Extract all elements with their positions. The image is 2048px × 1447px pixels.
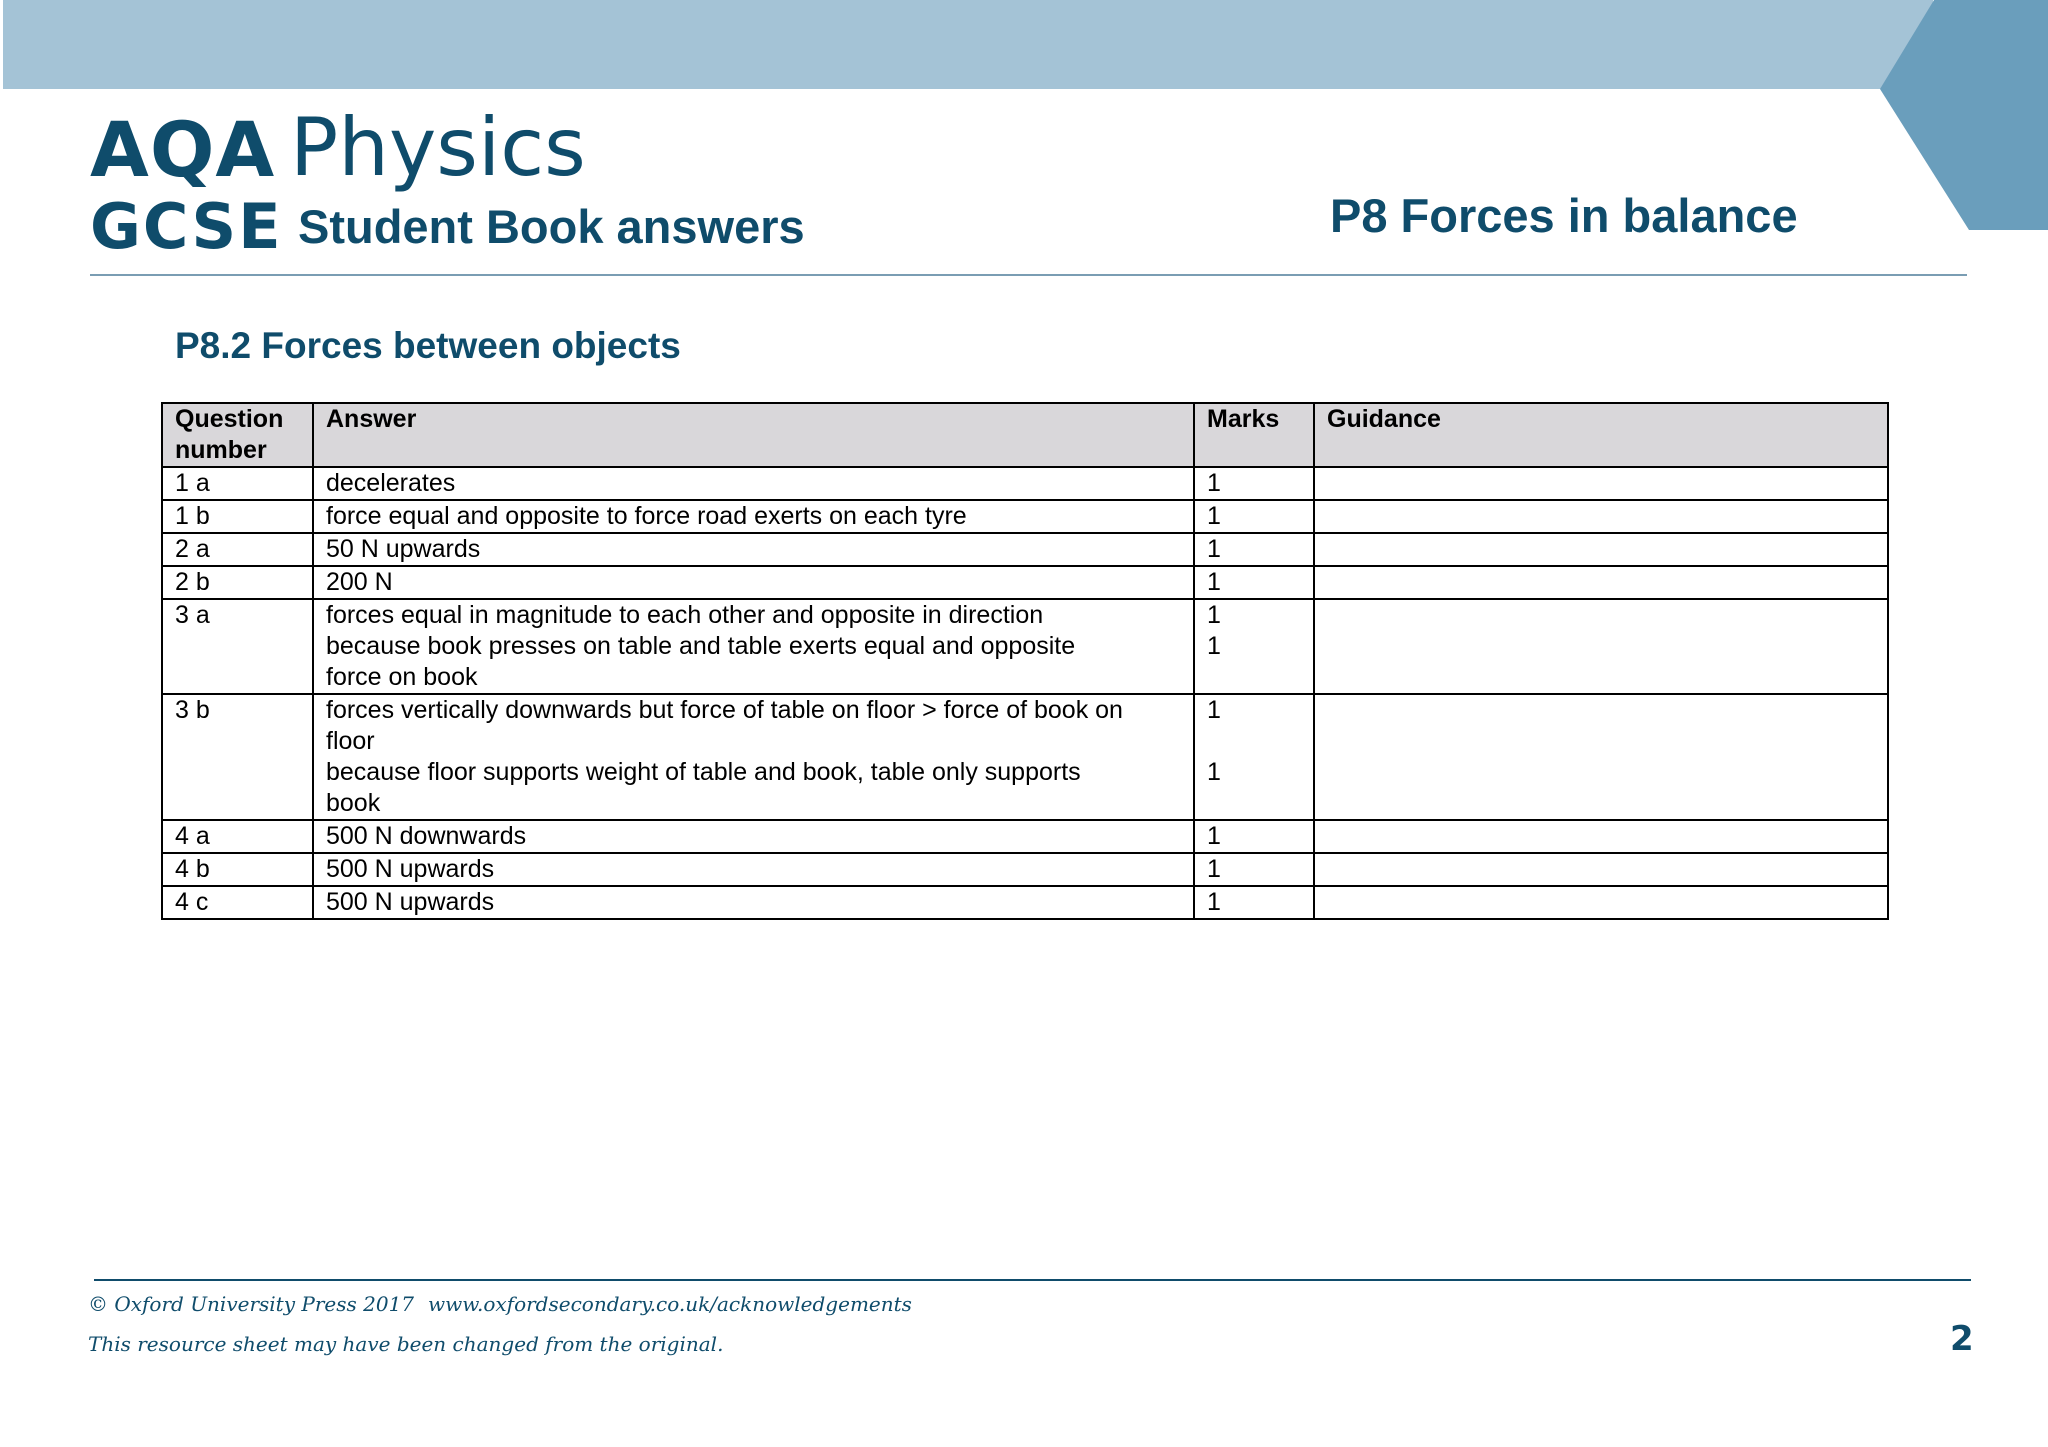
header-guidance: Guidance: [1314, 403, 1888, 467]
table-header-row: [162, 403, 1888, 467]
marks-cell: [1194, 599, 1314, 694]
table-row: [162, 886, 1888, 919]
answer-cell: 50 N upwards: [313, 533, 1194, 566]
answer-cell: 500 N downwards: [313, 820, 1194, 853]
header-subtitle: Student Book answers: [298, 200, 805, 253]
guidance-cell: [1314, 694, 1888, 820]
answer-cell: [313, 599, 1194, 694]
guidance-cell: [1314, 500, 1888, 533]
guidance-cell: [1314, 566, 1888, 599]
answer-line: floor: [326, 727, 375, 755]
question-cell: 3 a: [162, 599, 313, 694]
table-row: [162, 694, 1888, 820]
answer-cell: force equal and opposite to force road exerts on each tyre: [313, 500, 1194, 533]
marks-line: 1: [1207, 696, 1221, 724]
answer-line: forces vertically downwards but force of table on floor > force of book on: [326, 696, 1123, 724]
marks-line: 1: [1207, 601, 1221, 629]
answer-cell: 500 N upwards: [313, 853, 1194, 886]
answer-line: force on book: [326, 663, 478, 691]
logo-aqa: AQA: [90, 105, 276, 194]
table-row: [162, 820, 1888, 853]
answer-line: because floor supports weight of table and book, table only supports: [326, 758, 1081, 786]
guidance-cell: [1314, 599, 1888, 694]
question-cell: 4 a: [162, 820, 313, 853]
marks-line: 1: [1207, 758, 1221, 786]
marks-cell: 1: [1194, 467, 1314, 500]
header-question-line2: number: [175, 436, 267, 464]
page-number: 2: [1950, 1319, 1974, 1359]
footer-divider: [94, 1279, 1971, 1281]
question-cell: 4 b: [162, 853, 313, 886]
header-answer: Answer: [313, 403, 1194, 467]
marks-cell: 1: [1194, 533, 1314, 566]
guidance-cell: [1314, 820, 1888, 853]
question-cell: 1 b: [162, 500, 313, 533]
header-marks: Marks: [1194, 403, 1314, 467]
answer-cell: [313, 694, 1194, 820]
marks-cell: 1: [1194, 500, 1314, 533]
marks-cell: 1: [1194, 820, 1314, 853]
answer-cell: 200 N: [313, 566, 1194, 599]
guidance-cell: [1314, 886, 1888, 919]
answer-cell: decelerates: [313, 467, 1194, 500]
answer-cell: 500 N upwards: [313, 886, 1194, 919]
table-row: [162, 500, 1888, 533]
chapter-title: P8 Forces in balance: [1330, 189, 1798, 242]
question-cell: 4 c: [162, 886, 313, 919]
footer-copyright: © Oxford University Press 2017: [88, 1292, 415, 1316]
section-title: P8.2 Forces between objects: [175, 325, 681, 366]
header-corner-polygon: [1880, 0, 2048, 230]
footer-disclaimer: This resource sheet may have been changed from the original.: [88, 1332, 724, 1356]
header-question-line1: Question: [175, 405, 284, 433]
footer-acknowledgements-link[interactable]: www.oxfordsecondary.co.uk/acknowledgements: [428, 1292, 912, 1316]
marks-cell: 1: [1194, 853, 1314, 886]
answer-line: forces equal in magnitude to each other and opposite in direction: [326, 601, 1044, 629]
answer-line: because book presses on table and table exerts equal and opposite: [326, 632, 1076, 660]
logo-gcse: GCSE: [90, 190, 283, 263]
answers-table: [161, 402, 1889, 920]
marks-cell: 1: [1194, 566, 1314, 599]
marks-line: 1: [1207, 632, 1221, 660]
marks-cell: 1: [1194, 886, 1314, 919]
marks-cell: [1194, 694, 1314, 820]
table-row: [162, 566, 1888, 599]
logo-physics: Physics: [290, 101, 586, 194]
header-divider: [90, 274, 1967, 276]
marks-spacer: [1207, 726, 1301, 757]
question-cell: 2 a: [162, 533, 313, 566]
answer-line: book: [326, 789, 381, 817]
table-row: [162, 467, 1888, 500]
guidance-cell: [1314, 467, 1888, 500]
table-row: [162, 853, 1888, 886]
table-row: [162, 533, 1888, 566]
question-cell: 3 b: [162, 694, 313, 820]
table-row: [162, 599, 1888, 694]
guidance-cell: [1314, 853, 1888, 886]
footer-copyright-line: [88, 1294, 912, 1314]
question-cell: 1 a: [162, 467, 313, 500]
guidance-cell: [1314, 533, 1888, 566]
question-cell: 2 b: [162, 566, 313, 599]
header-question-number: [162, 403, 313, 467]
